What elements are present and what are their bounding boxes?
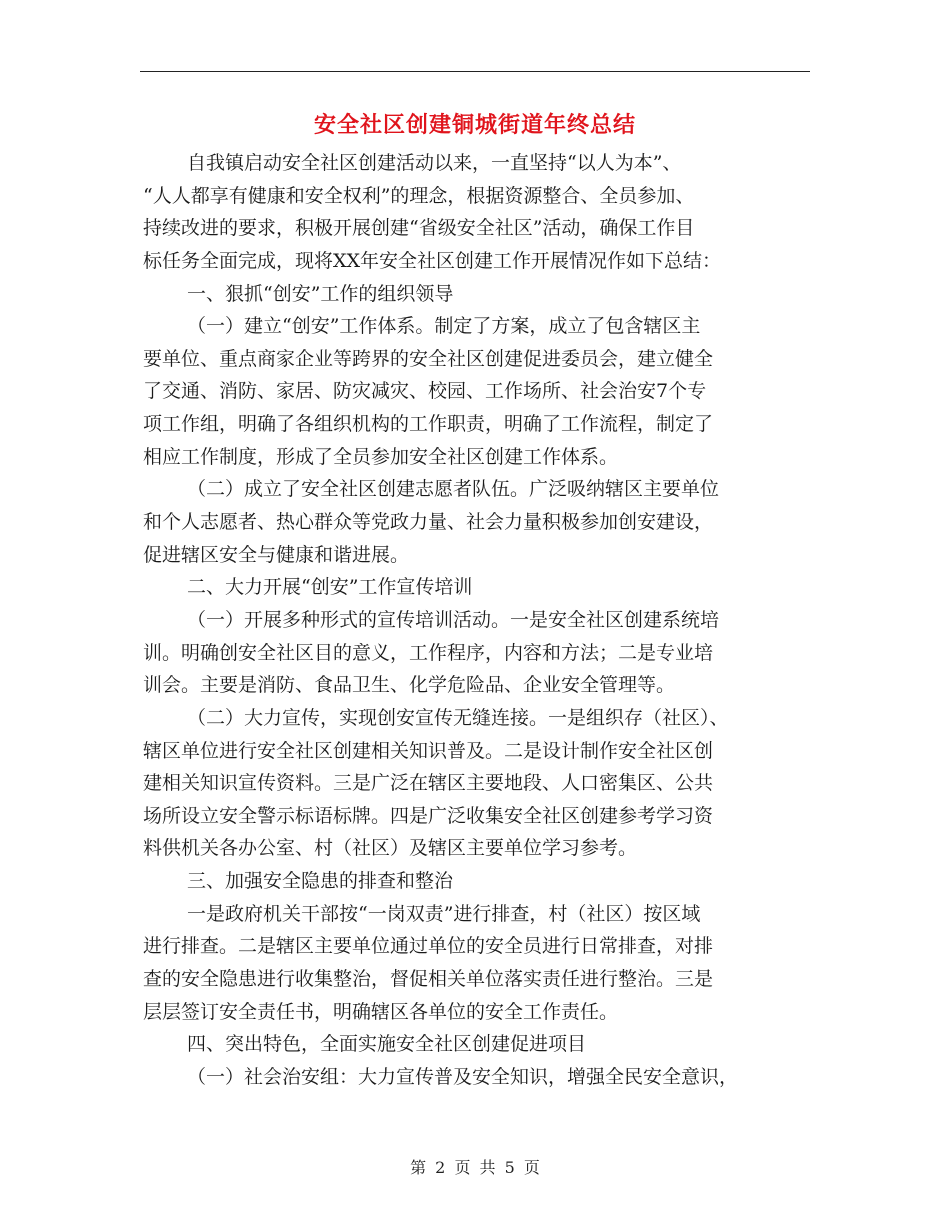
header-rule [140, 71, 810, 72]
text-line: 三、加强安全隐患的排查和整治 [187, 870, 454, 893]
text-line: 要单位、重点商家企业等跨界的安全社区创建促进委员会，建立健全 [143, 347, 714, 370]
text-line: 自我镇启动安全社区创建活动以来，一直坚持“以人为本”、 [187, 152, 682, 174]
text-line: 项工作组，明确了各组织机构的工作职责，明确了工作流程，制定了 [143, 413, 714, 436]
text-line: “人人都享有健康和安全权利”的理念，根据资源整合、全员参加、 [143, 184, 695, 207]
text-line: 辖区单位进行安全社区创建相关知识普及。二是设计制作安全社区创 [143, 739, 714, 762]
text-line: （二）成立了安全社区创建志愿者队伍。广泛吸纳辖区主要单位 [187, 478, 720, 501]
text-line: 四、突出特色，全面实施安全社区创建促进项目 [187, 1033, 587, 1056]
text-line: 标任务全面完成，现将XX年安全社区创建工作开展情况作如下总结： [143, 249, 722, 272]
text-line: 建相关知识宣传资料。三是广泛在辖区主要地段、人口密集区、公共 [143, 772, 714, 795]
text-line: 持续改进的要求，积极开展创建“省级安全社区”活动，确保工作目 [143, 217, 695, 240]
text-line: （一）建立“创安”工作体系。制定了方案，成立了包含辖区主 [187, 315, 701, 338]
text-line: 相应工作制度，形成了全员参加安全社区创建工作体系。 [143, 445, 619, 468]
text-line: 进行排查。二是辖区主要单位通过单位的安全员进行日常排查，对排 [143, 935, 714, 958]
document-body [143, 147, 810, 1094]
text-line: 一是政府机关干部按“一岗双责”进行排查，村（社区）按区域 [187, 902, 701, 925]
text-line: 料供机关各办公室、村（社区）及辖区主要单位学习参考。 [143, 837, 638, 860]
text-line: （一）社会治安组：大力宣传普及安全知识，增强全民安全意识， [187, 1065, 739, 1088]
text-line: 场所设立安全警示标语标牌。四是广泛收集安全社区创建参考学习资 [143, 804, 714, 827]
text-line: 查的安全隐患进行收集整治，督促相关单位落实责任进行整治。三是 [143, 968, 714, 991]
document-title: 安全社区创建铜城街道年终总结 [313, 113, 636, 138]
text-line: （二）大力宣传，实现创安宣传无缝连接。一是组织存（社区）、 [187, 706, 729, 729]
text-line: 训会。主要是消防、食品卫生、化学危险品、企业安全管理等。 [143, 674, 676, 697]
text-line: （一）开展多种形式的宣传培训活动。一是安全社区创建系统培 [187, 608, 720, 631]
text-line: 了交通、消防、家居、防灾减灾、校园、工作场所、社会治安7个专 [143, 380, 707, 403]
text-line: 层层签订安全责任书，明确辖区各单位的安全工作责任。 [143, 1000, 619, 1023]
text-line: 和个人志愿者、热心群众等党政力量、社会力量积极参加创安建设， [143, 511, 714, 534]
text-line: 二、大力开展“创安”工作宣传培训 [187, 576, 473, 599]
page-number: 第 2 页 共 5 页 [410, 1158, 540, 1177]
text-line: 一、狠抓“创安”工作的组织领导 [187, 282, 454, 305]
text-line: 训。明确创安全社区目的意义，工作程序，内容和方法；二是专业培 [143, 641, 714, 664]
text-line: 促进辖区安全与健康和谐进展。 [143, 543, 410, 566]
